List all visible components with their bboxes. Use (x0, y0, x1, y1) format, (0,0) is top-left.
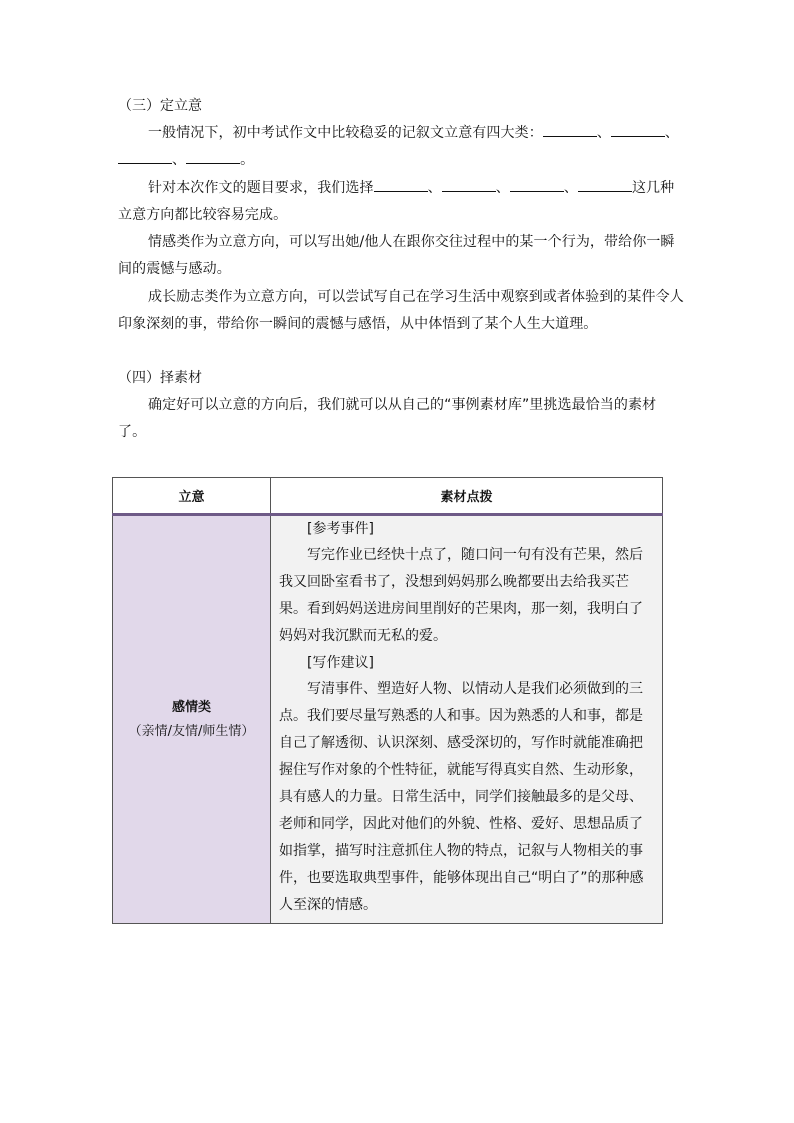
table-row (113, 515, 663, 924)
fill-blank-1[interactable] (543, 122, 597, 137)
fill-blank-2[interactable] (611, 122, 665, 137)
writing-advice-tag: [写作建议] (307, 655, 374, 671)
fill-blank-4[interactable] (186, 149, 240, 164)
section-3-paragraph-4: 成长励志类作为立意方向，可以尝试写自己在学习生活中观察到或者体验到的某件令人印象深刻的事，带给你一瞬间的震憾与感悟，从中体悟到了某个人生大道理。 (118, 289, 684, 332)
fill-blank-3[interactable] (118, 149, 172, 164)
fill-blank-6[interactable] (442, 177, 496, 192)
section-3-title: （三）定立意 (118, 98, 202, 114)
section-3-paragraph-3: 情感类作为立意方向，可以写出她/他人在跟你交往过程中的某一个行为，带给你一瞬间的震憾与感动。 (118, 234, 675, 277)
reference-event-text: 写完作业已经快十点了，随口问一句有没有芒果，然后我又回卧室看书了，没想到妈妈那么晚都要出去给我买芒果。看到妈妈送进房间里削好的芒果肉，那一刻，我明白了妈妈对我沉默而无私的爱。 (279, 547, 643, 644)
section-3-paragraph-2: 针对本次作文的题目要求，我们选择 、 、 、 这几种立意方向都比较容易完成。 (118, 175, 684, 229)
fill-blank-5[interactable] (374, 177, 428, 192)
category-subtitle: （亲情/友情/师生情） (128, 723, 255, 739)
detail-cell (271, 515, 663, 924)
section-3-paragraph-1: 一般情况下，初中考试作文中比较稳妥的记叙文立意有四大类： 、 、、 。 (118, 120, 684, 174)
header-material-tips: 素材点拨 (271, 478, 663, 515)
header-intent: 立意 (113, 478, 271, 515)
material-table (112, 477, 663, 924)
section-4-paragraph-1: 确定好可以立意的方向后，我们就可以从自己的“事例素材库”里挑选最恰当的素材了。 (118, 397, 657, 440)
category-cell (113, 515, 271, 924)
fill-blank-8[interactable] (578, 177, 632, 192)
section-4-title: （四）择素材 (118, 370, 202, 386)
reference-event-tag: [参考事件] (307, 521, 374, 537)
fill-blank-7[interactable] (510, 177, 564, 192)
category-title: 感情类 (171, 699, 211, 715)
writing-advice-text: 写清事件、塑造好人物、以情动人是我们必须做到的三点。我们要尽量写熟悉的人和事。因为熟悉的人和事，都是自己了解透彻、认识深刻、感受深切的，写作时就能准确把握住写作对象的个性特征，就能写得真实自然、生动形象，具有感人的力量。日常生活中，同学们接触最多的是父母、老师和同学，因此对他们的外貌、性格、爱好、思想品质了如指掌，描写时注意抓住人物的特点，记叙与人物相关的事件，也要选取典型事件，能够体现出自己“明白了”的那种感人至深的情感。 (279, 681, 644, 913)
table-header-row (113, 478, 663, 515)
